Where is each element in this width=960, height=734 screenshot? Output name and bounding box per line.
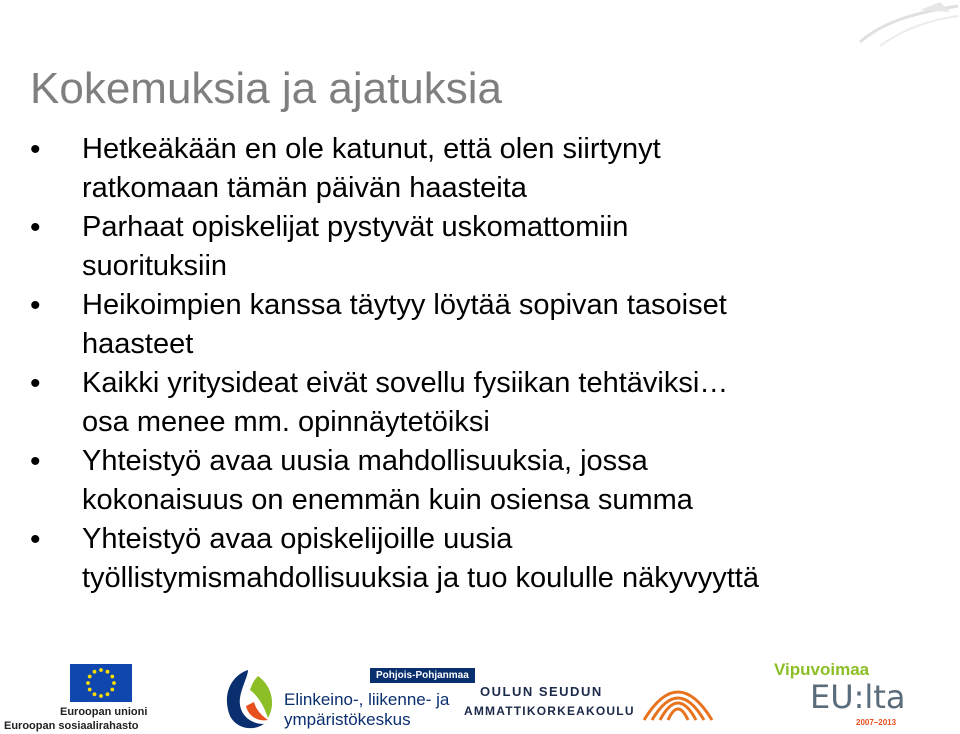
- bullet-item: [30, 208, 930, 286]
- vipu-logo-line1: Vipuvoimaa: [774, 660, 870, 679]
- oamk-logo-line1: OULUN SEUDUN: [480, 684, 603, 699]
- bullet-text: [82, 520, 759, 598]
- bullet-text: [82, 208, 628, 286]
- eu-logo-line1: Euroopan unioni: [60, 706, 148, 718]
- ely-emblem-icon: [218, 666, 280, 732]
- ely-centre-logo: [218, 660, 469, 734]
- vipu-logo-line2: EU:lta: [810, 678, 906, 716]
- bullet-marker: •: [30, 367, 41, 400]
- bullet-item: [30, 442, 930, 520]
- bullet-text: [82, 130, 661, 208]
- bullet-item: [30, 520, 930, 598]
- ely-logo-line2: ympäristökeskus: [284, 710, 411, 729]
- bullet-marker: •: [30, 445, 41, 478]
- corner-swoosh-decoration: [850, 0, 960, 50]
- footer-logos: [0, 650, 960, 734]
- bullet-marker: •: [30, 133, 41, 166]
- bullet-line: Hetkeäkään en ole katunut, että olen siirtynyt: [82, 133, 661, 165]
- bullet-item: [30, 364, 930, 442]
- bullet-list: [30, 130, 930, 598]
- bullet-text: [82, 442, 693, 520]
- bullet-line: kokonaisuus on enemmän kuin osiensa summa: [82, 484, 693, 516]
- vipu-logo-line3: 2007–2013: [856, 718, 897, 727]
- eu-logo-line2: Euroopan sosiaalirahasto: [4, 720, 139, 732]
- bullet-marker: •: [30, 523, 41, 556]
- bullet-text: [82, 364, 728, 442]
- bullet-line: työllistymismahdollisuuksia ja tuo koululle näkyvyyttä: [82, 562, 759, 594]
- bullet-marker: •: [30, 289, 41, 322]
- bullet-item: [30, 130, 930, 208]
- bullet-line: Heikoimpien kanssa täytyy löytää sopivan tasoiset: [82, 289, 727, 321]
- slide-title: Kokemuksia ja ajatuksia: [30, 64, 503, 113]
- bullet-line: Kaikki yritysideat eivät sovellu fysiikan tehtäviksi…: [82, 367, 729, 399]
- ely-region-badge: Pohjois-Pohjanmaa: [370, 668, 475, 683]
- bullet-marker: •: [30, 211, 41, 244]
- oamk-logo: [464, 684, 634, 724]
- bullet-line: osa menee mm. opinnäytetöiksi: [82, 406, 490, 438]
- eu-flag-icon: [70, 664, 132, 702]
- bullet-line: Parhaat opiskelijat pystyvät uskomattomiin: [82, 211, 629, 243]
- ely-logo-line1: Elinkeino-, liikenne- ja: [284, 690, 450, 709]
- bullet-line: haasteet: [82, 328, 194, 360]
- bullet-line: Yhteistyö avaa opiskelijoille uusia: [82, 523, 513, 555]
- oamk-logo-line2: AMMATTIKORKEAKOULU: [464, 704, 635, 718]
- bullet-line: ratkomaan tämän päivän haasteita: [82, 172, 527, 204]
- bullet-text: [82, 286, 727, 364]
- bullet-line: suorituksiin: [82, 250, 228, 282]
- bullet-item: [30, 286, 930, 364]
- oamk-arch-icon: [640, 670, 716, 722]
- vipuvoimaa-eulta-logo: [770, 660, 930, 730]
- eu-logo: [4, 660, 148, 734]
- bullet-line: Yhteistyö avaa uusia mahdollisuuksia, jossa: [82, 445, 648, 477]
